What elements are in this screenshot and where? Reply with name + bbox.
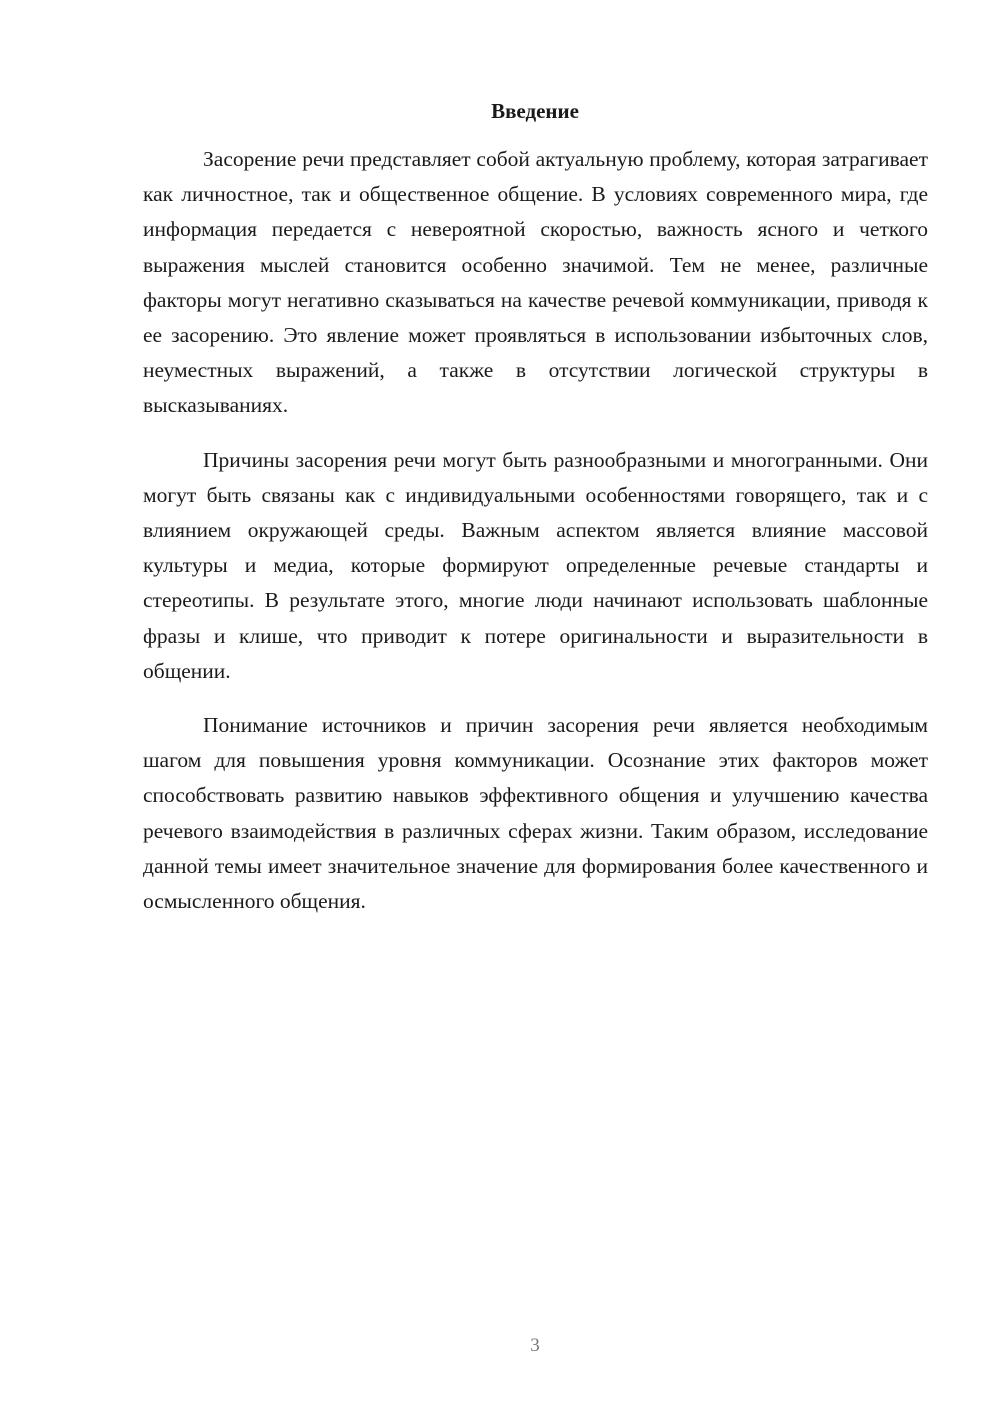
body-text (143, 142, 928, 938)
section-heading: Введение (491, 99, 579, 123)
paragraph-3: Понимание источников и причин засорения речи является необходимым шагом для повышения уровня коммуникации. Осознание этих факторов может способствовать развитию навыков эффективного общения и улучшению качества речевого взаимодействия в различных сферах жизни. Таким образом, исследование данной темы имеет значительное значение для формирования более качественного и осмысленного общения. (143, 713, 928, 914)
page-number: 3 (530, 1335, 540, 1356)
paragraph-2: Причины засорения речи могут быть разнообразными и многогранными. Они могут быть связаны как с индивидуальными особенностями говорящего, так и с влиянием окружающей среды. Важным аспектом является влияние массовой культуры и медиа, которые формируют определенные речевые стандарты и стереотипы. В результате этого, многие люди начинают использовать шаблонные фразы и клише, что приводит к потере оригинальности и выразительности в общении. (143, 447, 928, 683)
paragraph-1: Засорение речи представляет собой актуальную проблему, которая затрагивает как личностное, так и общественное общение. В условиях современного мира, где информация передается с невероятной скоростью, важность ясного и четкого выражения мыслей становится особенно значимой. Тем не менее, различные факторы могут негативно сказываться на качестве речевой коммуникации, приводя к ее засорению. Это явление может проявляться в использовании избыточных слов, неуместных выражений, а также в отсутствии логической структуры в высказываниях. (143, 147, 928, 418)
